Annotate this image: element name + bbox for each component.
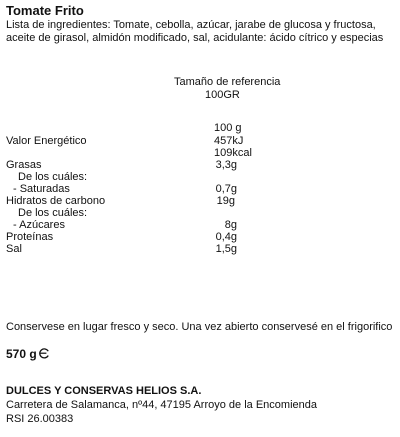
e-mark-icon bbox=[38, 347, 50, 362]
reference-label: Tamaño de referencia bbox=[174, 76, 281, 88]
per-100g-header: 100 g bbox=[214, 122, 242, 134]
reference-value: 100GR bbox=[205, 89, 240, 101]
ingredients-line-2: aceite de girasol, almidón modificado, sal, acidulante: ácido cítrico y especias bbox=[6, 32, 384, 44]
ingredients-line-1: Lista de ingredientes: Tomate, cebolla, azúcar, jarabe de glucosa y fructosa, bbox=[6, 19, 376, 31]
row-value-proteinas: 0,4g bbox=[215, 231, 237, 243]
row-label-de-los-cuales-2: De los cuáles: bbox=[18, 207, 88, 219]
company-rsi: RSI 26.00383 bbox=[6, 413, 74, 425]
row-value-sal: 1,5g bbox=[215, 243, 237, 255]
row-value-grasas: 3,3g bbox=[215, 159, 237, 171]
net-weight-value: 570 g bbox=[6, 347, 37, 361]
row-label-azucares: - Azúcares bbox=[13, 219, 65, 231]
company-name: DULCES Y CONSERVAS HELIOS S.A. bbox=[6, 385, 202, 397]
row-label-grasas: Grasas bbox=[6, 159, 42, 171]
product-title: Tomate Frito bbox=[6, 3, 84, 18]
row-label-saturadas: - Saturadas bbox=[13, 183, 70, 195]
net-weight bbox=[6, 347, 50, 362]
row-label-de-los-cuales-1: De los cuáles: bbox=[18, 171, 88, 183]
row-label-hidratos: Hidratos de carbono bbox=[6, 195, 106, 207]
energy-kj-value: 457kJ bbox=[214, 135, 244, 147]
energy-label: Valor Energético bbox=[6, 135, 87, 147]
energy-kcal-value: 109kcal bbox=[214, 147, 252, 159]
row-label-proteinas: Proteínas bbox=[6, 231, 54, 243]
storage-instructions: Conservese en lugar fresco y seco. Una vez abierto conservesé en el frigorifico bbox=[6, 321, 393, 333]
row-label-sal: Sal bbox=[6, 243, 22, 255]
row-value-saturadas: 0,7g bbox=[215, 183, 237, 195]
row-value-hidratos: 19g bbox=[216, 195, 235, 207]
company-address: Carretera de Salamanca, nº44, 47195 Arroyo de la Encomienda bbox=[6, 399, 317, 411]
row-value-azucares: 8g bbox=[224, 219, 237, 231]
